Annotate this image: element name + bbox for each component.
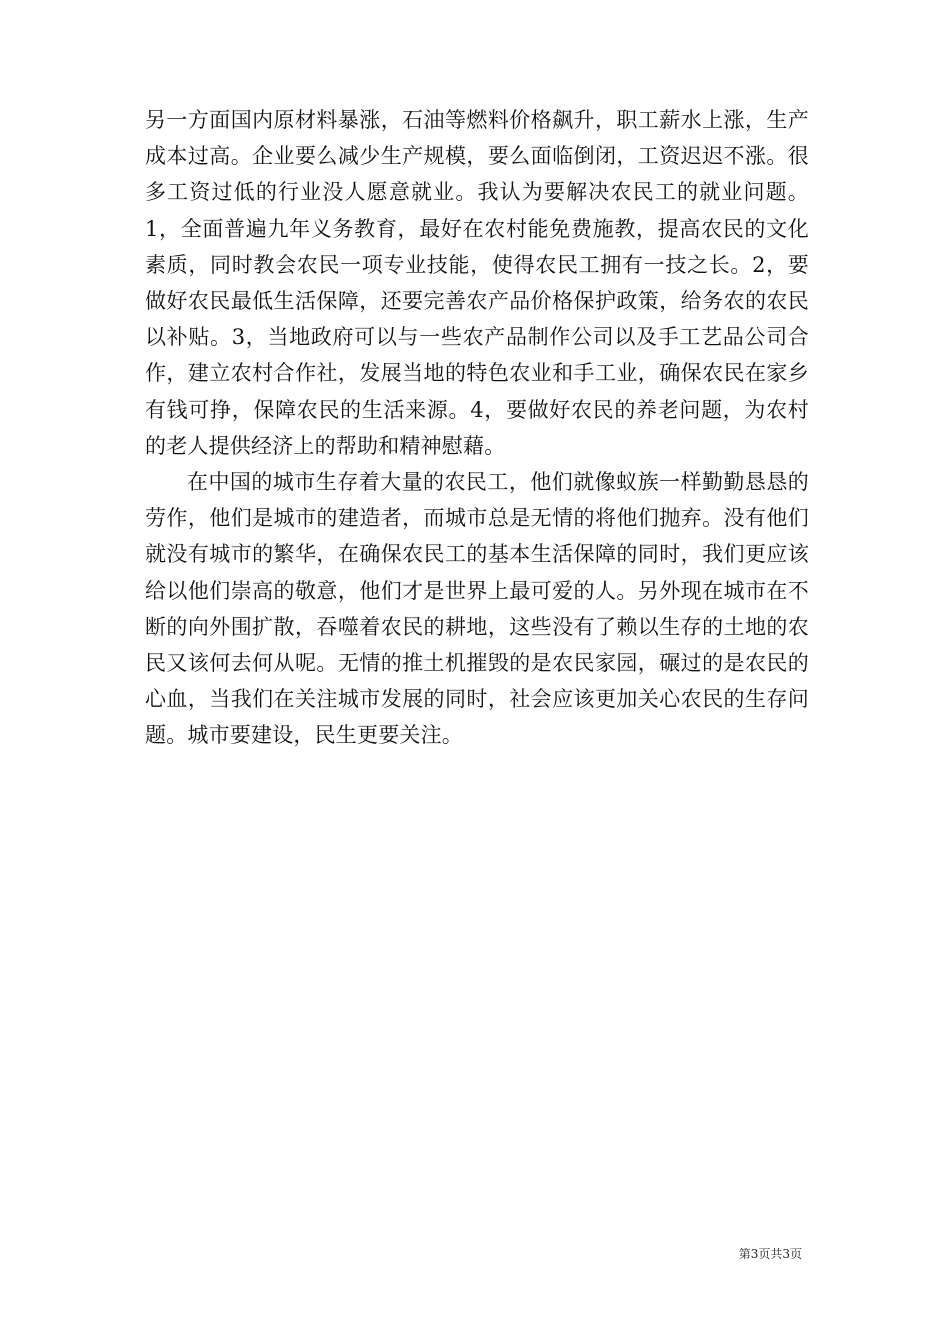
- page-number-footer: 第3页共3页: [738, 1247, 802, 1261]
- paragraph-1: 另一方面国内原材料暴涨，石油等燃料价格飙升，职工薪水上涨，生产成本过高。企业要么减少生产规模，要么面临倒闭，工资迟迟不涨。很多工资过低的行业没人愿意就业。我认为要解决农民工的就业问题。1，全面普遍九年义务教育，最好在农村能免费施教，提高农民的文化素质，同时教会农民一项专业技能，使得农民工拥有一技之长。2，要做好农民最低生活保障，还要完善农产品价格保护政策，给务农的农民以补贴。3，当地政府可以与一些农产品制作公司以及手工艺品公司合作，建立农村合作社，发展当地的特色农业和手工业，确保农民在家乡有钱可挣，保障农民的生活来源。4，要做好农民的养老问题，为农村的老人提供经济上的帮助和精神慰藉。: [145, 108, 809, 458]
- document-body: [145, 102, 809, 754]
- paragraph-2: 在中国的城市生存着大量的农民工，他们就像蚁族一样勤勤恳恳的劳作，他们是城市的建造者，而城市总是无情的将他们抛弃。没有他们就没有城市的繁华，在确保农民工的基本生活保障的同时，我们更应该给以他们崇高的敬意，他们才是世界上最可爱的人。另外现在城市在不断的向外围扩散，吞噬着农民的耕地，这些没有了赖以生存的土地的农民又该何去何从呢。无情的推土机摧毁的是农民家园，碾过的是农民的心血，当我们在关注城市发展的同时，社会应该更加关心农民的生存问题。城市要建设，民生更要关注。: [145, 470, 809, 748]
